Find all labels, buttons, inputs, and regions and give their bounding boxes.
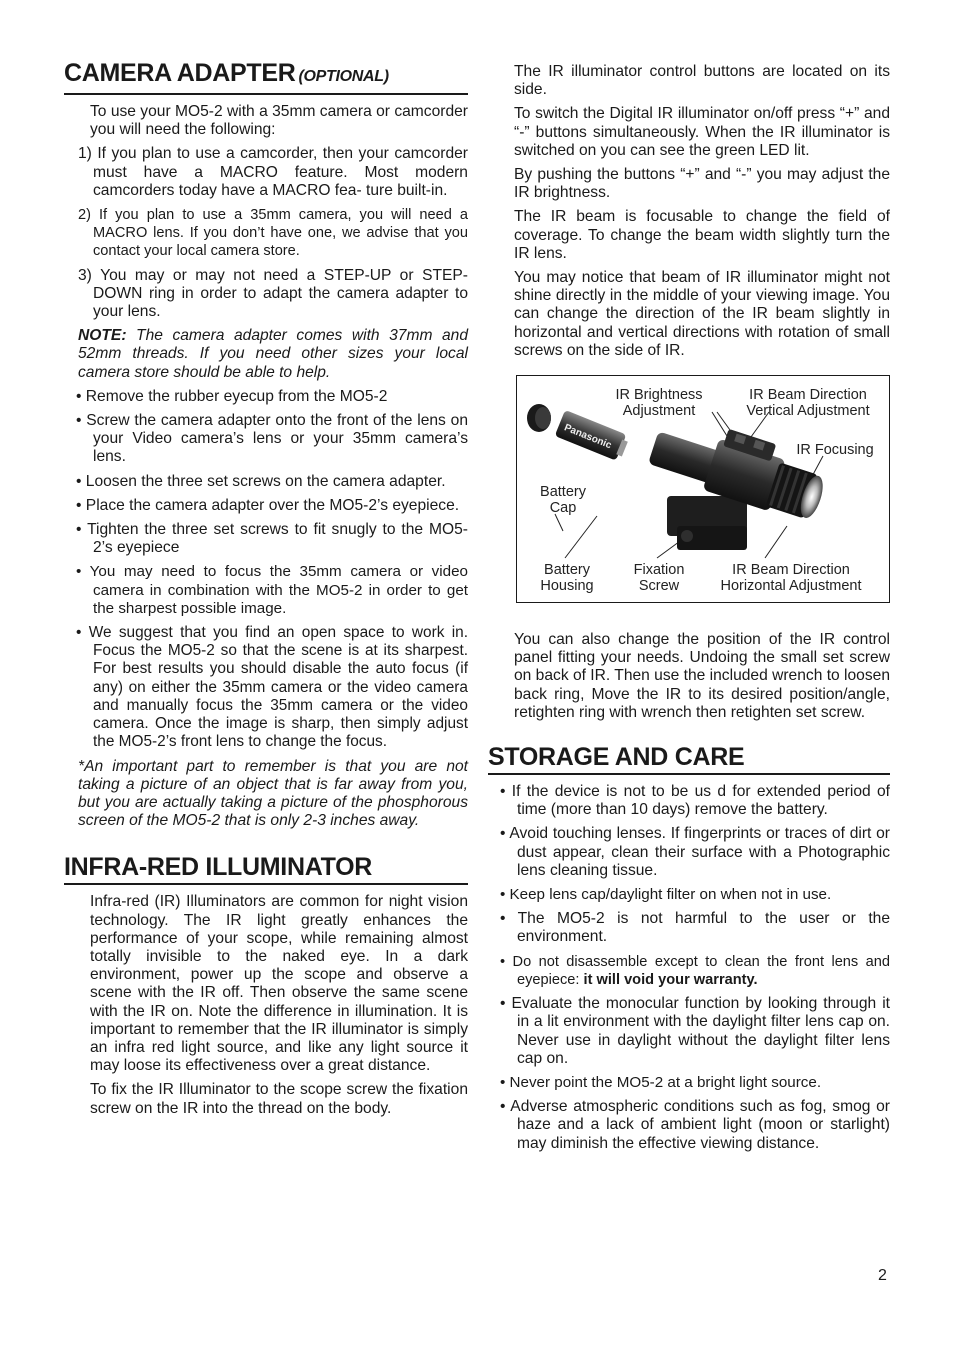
step-open-space: • We suggest that you find an open space to work in. Focus the MO5-2 so that the scene is at its sharpest. For best results you should disable the auto focus (if any) on either the 35mm camera or the video camera and manually focus the 35mm camera or the video camera. Once the image is sharp, then simply adjust the MO5-2’s front lens to change the focus.	[76, 624, 468, 751]
camera-adapter-note: NOTE: The camera adapter comes with 37mm and 52mm threads. If you need other sizes your local camera store should be able to help.	[78, 327, 468, 381]
ir-horizontal-label: IR Beam Direction Horizontal Adjustment	[720, 562, 862, 595]
storage-item-5: • Do not disassemble except to clean the front lens and eyepiece: it will void your warranty.	[500, 953, 890, 988]
ir-switch-paragraph: To switch the Digital IR illuminator on/off press “+” and “-” buttons simultaneously. When the IR illuminator is switched on you can see the green LED lit.	[514, 105, 890, 159]
left-column	[64, 58, 468, 1118]
step-place-adapter: • Place the camera adapter over the MO5-2’s eyepiece.	[76, 496, 460, 514]
important-note: *An important part to remember is that you are not taking a picture of an object that is far away from you, but you are actually taking a picture of the phosphorous screen of the MO5-2 that is only 2-3 inches away.	[78, 757, 468, 830]
step-focus: • You may need to focus the 35mm camera or video camera in combination with the MO5-2 in order to get the sharpest possible image.	[76, 563, 468, 617]
ir-focus-paragraph: The IR beam is focusable to change the field of coverage. To change the beam width slightly turn the IR lens.	[514, 208, 890, 262]
storage-item-6: • Evaluate the monocular function by looking through it in a lit environment with the daylight filter lens cap on. Never use in daylight without the daylight filter lens cap on.	[500, 995, 890, 1067]
step-screw-adapter: • Screw the camera adapter onto the front of the lens on your Video camera’s lens or your 35mm camera’s lens.	[76, 412, 468, 466]
storage-item-8: • Adverse atmospheric conditions such as fog, smog or haze and a lack of ambient light (moon or starlight) may diminish the effective viewing distance.	[500, 1098, 890, 1152]
ir-direction-paragraph: You may notice that beam of IR illuminator might not shine directly in the middle of your viewing image. You can change the direction of the IR beam slightly in horizontal and vertical directions with rotation of small screws on the side of IR.	[514, 269, 890, 359]
storage-item-2: • Avoid touching lenses. If fingerprints or traces of dirt or dust appear, clean their surface with a Photographic lens cleaning tissue.	[500, 825, 890, 879]
step-remove-eyecup: • Remove the rubber eyecup from the MO5-2	[76, 387, 388, 405]
battery-cap-label: Battery Cap	[540, 484, 586, 517]
requirement-3: 3) You may or may not need a STEP-UP or STEP-DOWN ring in order to adapt the camera adapter to your lens.	[78, 266, 468, 321]
camera-adapter-heading: CAMERA ADAPTER (OPTIONAL)	[64, 58, 468, 95]
storage-item-7: • Never point the MO5-2 at a bright light source.	[500, 1073, 822, 1091]
step-tighten-screws: • Tighten the three set screws to fit snugly to the MO5-2’s eyepiece	[76, 521, 468, 557]
battery-housing-label: Battery Housing	[540, 562, 594, 595]
storage-item-3: • Keep lens cap/daylight filter on when not in use.	[500, 886, 832, 904]
page-number: 2	[878, 1267, 887, 1284]
storage-heading: STORAGE AND CARE	[488, 742, 890, 775]
requirement-2: 2) If you plan to use a 35mm camera, you will need a MACRO lens. If you don’t have one, we advise that you contact your local camera store.	[78, 207, 468, 260]
right-column	[488, 63, 890, 1153]
storage-item-1: • If the device is not to be us d for extended period of time (more than 10 days) remove the battery.	[500, 783, 890, 819]
battery-brand: Panasonic	[562, 422, 614, 452]
ir-brightness-paragraph: By pushing the buttons “+” and “-” you may adjust the IR brightness.	[514, 166, 890, 202]
ir-position-paragraph: You can also change the position of the IR control panel fitting your needs. Undoing the small set screw on back of IR. Then use the included wrench to loosen back ring, Move the IR to its desired position/angle, retighten ring with wrench then retighten set screw.	[514, 631, 890, 721]
infrared-heading: INFRA-RED ILLUMINATOR	[64, 852, 468, 885]
infrared-paragraph-2: To fix the IR Illuminator to the scope screw the fixation screw on the IR into the thread on the body.	[90, 1081, 468, 1117]
ir-controls-paragraph: The IR illuminator control buttons are located on its side.	[514, 63, 890, 99]
ir-illuminator-figure	[516, 375, 890, 603]
requirement-1: 1) If you plan to use a camcorder, then your camcorder must have a MACRO feature. Most modern camcorders today have a MACRO fea- ture built-in.	[78, 145, 468, 199]
camera-adapter-intro: To use your MO5-2 with a 35mm camera or camcorder you will need the following:	[90, 103, 468, 139]
step-loosen-screws: • Loosen the three set screws on the camera adapter.	[76, 472, 446, 490]
ir-brightness-label: IR Brightness Adjustment	[615, 387, 703, 420]
ir-vertical-label: IR Beam Direction Vertical Adjustment	[746, 387, 870, 420]
optional-label: (OPTIONAL)	[298, 68, 389, 85]
infrared-paragraph-1: Infra-red (IR) Illuminators are common for night vision technology. The IR light greatly enhances the performance of your scope, while remaining almost totally invisible to the naked eye. In a dark environment, power up the scope and observe a scene with the IR off. Then observe the same scene with the IR on. Note the difference in illumination. It is important to remember that the IR illuminator is simply an infra red light source, and like any light source it may loose its effectiveness over a great distance.	[90, 893, 468, 1075]
fixation-screw-label: Fixation Screw	[633, 562, 685, 595]
ir-focusing-label: IR Focusing	[796, 442, 874, 459]
storage-item-4: • The MO5-2 is not harmful to the user or the environment.	[500, 910, 890, 946]
